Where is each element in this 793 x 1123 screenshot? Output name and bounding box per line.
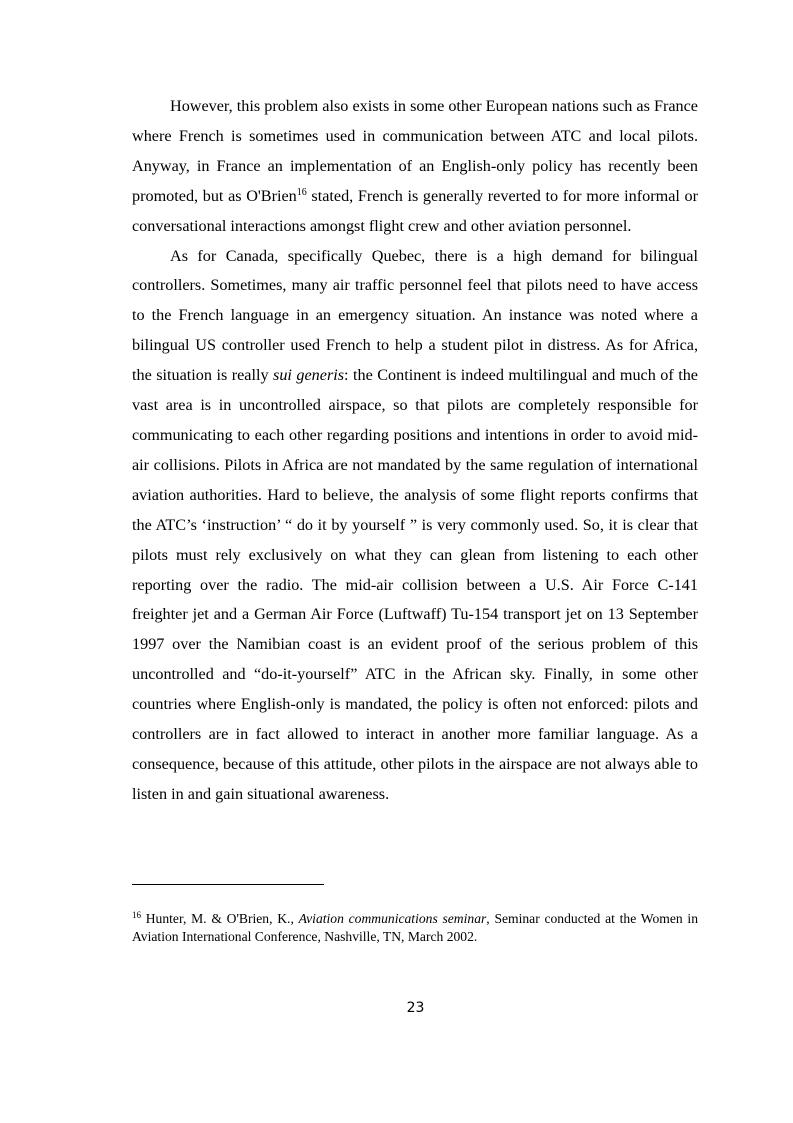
- paragraph-2: [132, 242, 698, 810]
- footnote-italic-title: Aviation communications seminar: [298, 911, 487, 926]
- footnote-separator: [132, 884, 324, 885]
- paragraph-1-text-a: However, this problem also exists in some other European nations such as France where French is sometimes used in communication between ATC and local pilots. Anyway, in France an implementation of an English-only policy has recently been promoted, but as O'Brien: [132, 97, 698, 205]
- paragraph-2-text-b: : the Continent is indeed multilingual and much of the vast area is in uncontrolled airspace, so that pilots are completely responsible for communicating to each other regarding positions and intentions in order to avoid mid-air collisions. Pilots in Africa are not mandated by the same regulation of international aviation authorities. Hard to believe, the analysis of some flight reports confirms that the ATC’s ‘instruction’ “ do it by yourself ” is very commonly used. So, it is clear that pilots must rely exclusively on what they can glean from listening to each other reporting over the radio. The mid-air collision between a U.S. Air Force C-141 freighter jet and a German Air Force (Luftwaff) Tu-154 transport jet on 13 September 1997 over the Namibian coast is an evident proof of the serious problem of this uncontrolled and “do-it-yourself” ATC in the African sky. Finally, in some other countries where English-only is mandated, the policy is often not enforced: pilots and controllers are in fact allowed to interact in another more familiar language. As a consequence, because of this attitude, other pilots in the airspace are not always able to listen in and gain situational awareness.: [132, 366, 698, 803]
- footnote-text-b: , Seminar conducted at the Women in Aviation International Conference, Nashville, TN, March 2002.: [132, 911, 698, 944]
- paragraph-1: [132, 92, 698, 242]
- paragraph-1-text-b: stated, French is generally reverted to for more informal or conversational interactions amongst flight crew and other aviation personnel.: [132, 186, 699, 235]
- paragraph-2-italic-term: sui generis: [273, 366, 345, 385]
- page-number: 23: [406, 1000, 425, 1016]
- footnote: [132, 910, 698, 946]
- paragraph-2-text-a: As for Canada, specifically Quebec, there is a high demand for bilingual controllers. Sometimes, many air traffic personnel feel that pilots need to have access to the French language in an emergency situation. An instance was noted where a bilingual US controller used French to help a student pilot in distress. As for Africa, the situation is really: [132, 246, 698, 385]
- footnote-marker: 16: [132, 910, 141, 920]
- footnote-reference: 16: [296, 186, 307, 198]
- footnote-text-a: Hunter, M. & O'Brien, K.,: [141, 911, 299, 926]
- body-text: [132, 92, 698, 810]
